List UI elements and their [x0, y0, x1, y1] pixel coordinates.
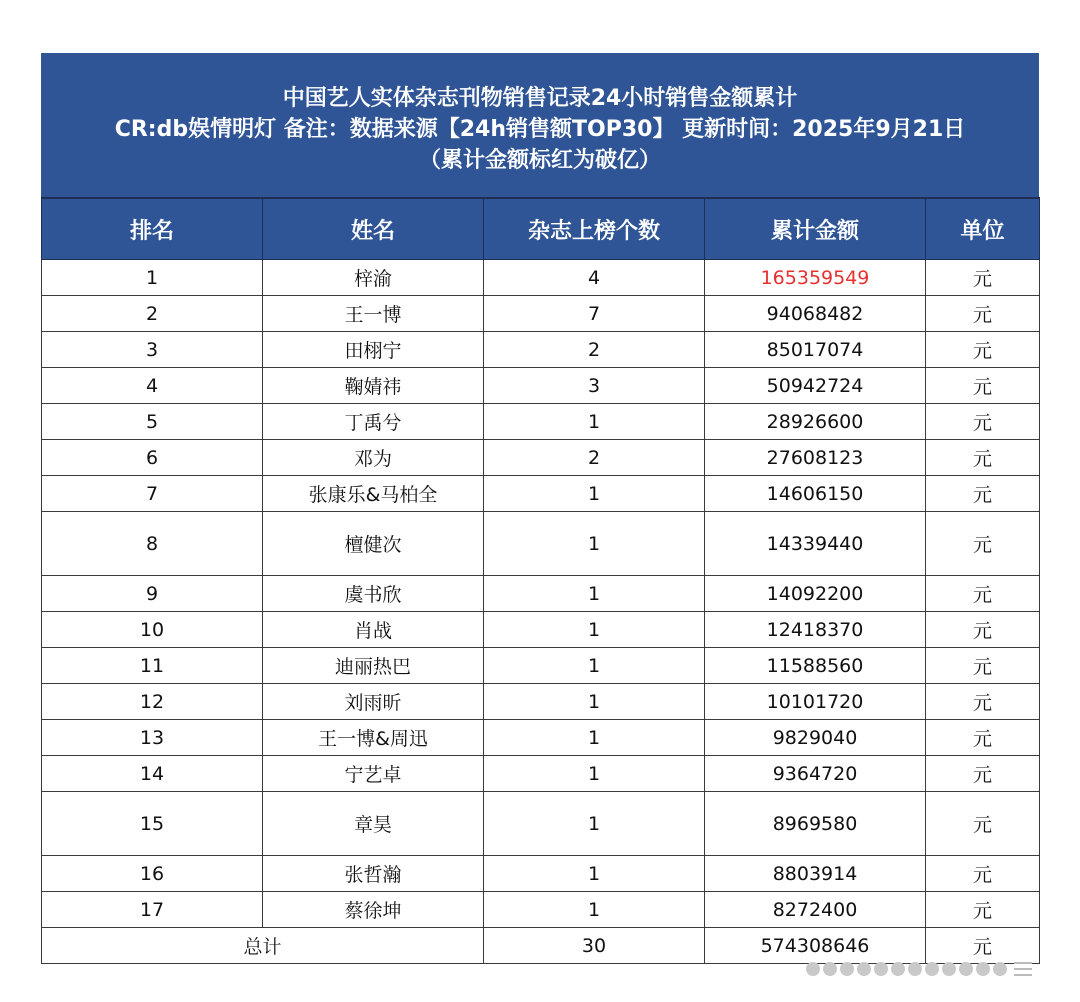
cell-name: 王一博&周迅 [263, 720, 484, 756]
cell-amount: 8803914 [705, 856, 926, 892]
cell-name: 张哲瀚 [263, 856, 484, 892]
table-row [42, 332, 1040, 368]
table-highlight-note: （累计金额标红为破亿） [418, 148, 661, 173]
cell-rank: 13 [42, 720, 263, 756]
cell-rank: 6 [42, 440, 263, 476]
cell-unit: 元 [926, 296, 1040, 332]
cell-rank: 3 [42, 332, 263, 368]
cell-count: 1 [484, 720, 705, 756]
watermark-dot-icon [925, 962, 939, 976]
cell-rank: 12 [42, 684, 263, 720]
cell-amount: 9829040 [705, 720, 926, 756]
table-row [42, 512, 1040, 576]
cell-rank: 5 [42, 404, 263, 440]
watermark-dot-icon [874, 962, 888, 976]
cell-name: 迪丽热巴 [263, 648, 484, 684]
table-title: 中国艺人实体杂志刊物销售记录24小时销售金额累计 [282, 86, 798, 111]
table-row [42, 612, 1040, 648]
cell-unit: 元 [926, 576, 1040, 612]
cell-rank: 1 [42, 260, 263, 296]
table-row [42, 648, 1040, 684]
total-amount: 574308646 [705, 928, 926, 964]
cell-unit: 元 [926, 476, 1040, 512]
cell-count: 3 [484, 368, 705, 404]
cell-unit: 元 [926, 720, 1040, 756]
cell-amount: 28926600 [705, 404, 926, 440]
col-header-count: 杂志上榜个数 [484, 198, 705, 260]
watermark-dot-icon [976, 962, 990, 976]
col-header-unit: 单位 [926, 198, 1040, 260]
total-unit: 元 [926, 928, 1040, 964]
cell-unit: 元 [926, 792, 1040, 856]
cell-name: 章昊 [263, 792, 484, 856]
cell-unit: 元 [926, 756, 1040, 792]
cell-unit: 元 [926, 648, 1040, 684]
col-header-name: 姓名 [263, 198, 484, 260]
cell-name: 梓渝 [263, 260, 484, 296]
cell-rank: 2 [42, 296, 263, 332]
cell-unit: 元 [926, 512, 1040, 576]
cell-name: 蔡徐坤 [263, 892, 484, 928]
total-label: 总计 [42, 928, 484, 964]
cell-amount: 85017074 [705, 332, 926, 368]
cell-unit: 元 [926, 368, 1040, 404]
table-row [42, 720, 1040, 756]
cell-unit: 元 [926, 612, 1040, 648]
cell-rank: 14 [42, 756, 263, 792]
cell-name: 肖战 [263, 612, 484, 648]
table-row [42, 684, 1040, 720]
table-row [42, 260, 1040, 296]
cell-amount: 14606150 [705, 476, 926, 512]
cell-amount: 8969580 [705, 792, 926, 856]
cell-rank: 7 [42, 476, 263, 512]
cell-name: 丁禹兮 [263, 404, 484, 440]
cell-unit: 元 [926, 684, 1040, 720]
table-source-note: CR:db娱情明灯 备注：数据来源【24h销售额TOP30】 更新时间：2025年9月21日 [114, 117, 966, 142]
cell-rank: 9 [42, 576, 263, 612]
cell-unit: 元 [926, 260, 1040, 296]
cell-amount: 10101720 [705, 684, 926, 720]
cell-amount: 11588560 [705, 648, 926, 684]
cell-rank: 17 [42, 892, 263, 928]
watermark-dot-icon [993, 962, 1007, 976]
cell-name: 虞书欣 [263, 576, 484, 612]
table-head [42, 198, 1040, 260]
watermark-dot-icon [823, 962, 837, 976]
cell-amount: 12418370 [705, 612, 926, 648]
cell-count: 1 [484, 576, 705, 612]
cell-name: 田栩宁 [263, 332, 484, 368]
table-row [42, 404, 1040, 440]
cell-count: 1 [484, 648, 705, 684]
watermark-dot-icon [908, 962, 922, 976]
cell-unit: 元 [926, 332, 1040, 368]
col-header-rank: 排名 [42, 198, 263, 260]
cell-name: 刘雨昕 [263, 684, 484, 720]
header-row [42, 198, 1040, 260]
cell-amount: 50942724 [705, 368, 926, 404]
table-banner [41, 53, 1039, 197]
cell-amount: 165359549 [705, 260, 926, 296]
watermark-dot-icon [959, 962, 973, 976]
sales-sheet [41, 53, 1039, 964]
cell-count: 2 [484, 440, 705, 476]
watermark-menu-icon [1014, 962, 1032, 976]
cell-rank: 11 [42, 648, 263, 684]
watermark-dot-icon [840, 962, 854, 976]
total-row [42, 928, 1040, 964]
table-row [42, 892, 1040, 928]
cell-count: 1 [484, 792, 705, 856]
cell-rank: 16 [42, 856, 263, 892]
cell-count: 1 [484, 612, 705, 648]
cell-amount: 27608123 [705, 440, 926, 476]
cell-count: 1 [484, 476, 705, 512]
cell-amount: 9364720 [705, 756, 926, 792]
watermark-dot-icon [857, 962, 871, 976]
cell-amount: 94068482 [705, 296, 926, 332]
cell-count: 1 [484, 892, 705, 928]
sales-table [41, 197, 1040, 964]
watermark-dot-icon [891, 962, 905, 976]
cell-unit: 元 [926, 440, 1040, 476]
cell-count: 1 [484, 404, 705, 440]
cell-count: 7 [484, 296, 705, 332]
watermark-dot-icon [806, 962, 820, 976]
cell-name: 王一博 [263, 296, 484, 332]
cell-name: 鞠婧祎 [263, 368, 484, 404]
table-row [42, 856, 1040, 892]
cell-amount: 14339440 [705, 512, 926, 576]
table-row [42, 476, 1040, 512]
cell-amount: 14092200 [705, 576, 926, 612]
col-header-amount: 累计金额 [705, 198, 926, 260]
table-row [42, 368, 1040, 404]
cell-name: 宁艺卓 [263, 756, 484, 792]
cell-count: 4 [484, 260, 705, 296]
cell-rank: 15 [42, 792, 263, 856]
cell-count: 2 [484, 332, 705, 368]
watermark-image-icon [806, 962, 1032, 976]
total-count: 30 [484, 928, 705, 964]
cell-unit: 元 [926, 404, 1040, 440]
cell-count: 1 [484, 684, 705, 720]
table-row [42, 756, 1040, 792]
cell-unit: 元 [926, 892, 1040, 928]
cell-rank: 8 [42, 512, 263, 576]
cell-unit: 元 [926, 856, 1040, 892]
watermark-dot-icon [942, 962, 956, 976]
cell-amount: 8272400 [705, 892, 926, 928]
cell-name: 檀健次 [263, 512, 484, 576]
table-row [42, 792, 1040, 856]
cell-rank: 4 [42, 368, 263, 404]
cell-name: 张康乐&马柏全 [263, 476, 484, 512]
table-body [42, 260, 1040, 964]
cell-name: 邓为 [263, 440, 484, 476]
cell-count: 1 [484, 856, 705, 892]
cell-rank: 10 [42, 612, 263, 648]
table-row [42, 576, 1040, 612]
table-row [42, 440, 1040, 476]
table-row [42, 296, 1040, 332]
cell-count: 1 [484, 512, 705, 576]
cell-count: 1 [484, 756, 705, 792]
